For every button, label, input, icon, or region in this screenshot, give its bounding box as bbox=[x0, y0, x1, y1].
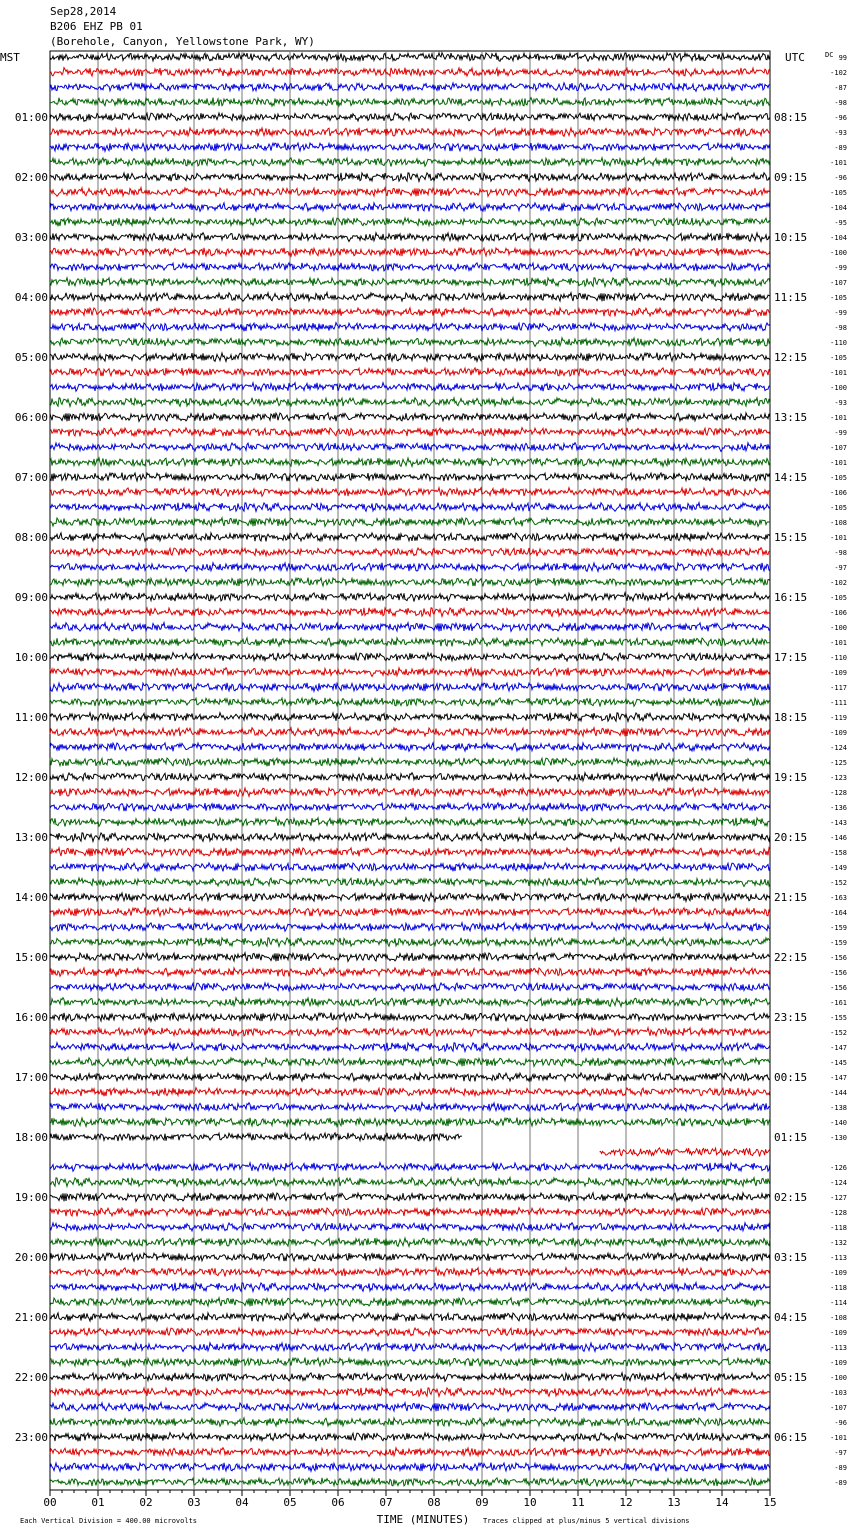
dc-offset-value: -108 bbox=[830, 519, 847, 527]
seismic-trace bbox=[50, 893, 770, 902]
dc-offset-value: -96 bbox=[834, 114, 847, 122]
dc-offset-value: -114 bbox=[830, 1299, 847, 1307]
seismic-trace bbox=[50, 1238, 770, 1247]
dc-offset-value: -105 bbox=[830, 294, 847, 302]
seismic-trace bbox=[50, 398, 770, 407]
dc-offset-value: -104 bbox=[830, 234, 847, 242]
right-hour-label: 04:15 bbox=[774, 1311, 808, 1324]
seismic-trace bbox=[50, 1058, 770, 1067]
seismic-trace bbox=[50, 1223, 770, 1232]
dc-offset-value: -145 bbox=[830, 1059, 847, 1067]
seismic-trace bbox=[50, 53, 770, 62]
dc-offset-value: -93 bbox=[834, 129, 847, 137]
right-hour-label: 17:15 bbox=[774, 651, 808, 664]
dc-offset-value: -111 bbox=[830, 699, 847, 707]
dc-offset-value: -100 bbox=[830, 384, 847, 392]
dc-offset-value: -99 bbox=[834, 429, 847, 437]
seismic-trace bbox=[50, 1208, 770, 1217]
dc-offset-value: -156 bbox=[830, 969, 847, 977]
dc-offset-value: -101 bbox=[830, 414, 847, 422]
left-hour-label: 05:00 bbox=[14, 351, 48, 364]
seismic-trace bbox=[50, 653, 770, 662]
seismic-trace bbox=[50, 1403, 770, 1412]
clipping-note: Traces clipped at plus/minus 5 vertical divisions bbox=[483, 1517, 690, 1525]
left-hour-label: 23:00 bbox=[14, 1431, 48, 1444]
seismic-trace bbox=[50, 1358, 770, 1367]
dc-offset-value: -124 bbox=[830, 744, 847, 752]
dc-offset-value: -101 bbox=[830, 534, 847, 542]
dc-offset-value: -105 bbox=[830, 504, 847, 512]
left-hour-label: 16:00 bbox=[14, 1011, 48, 1024]
left-hour-label: 20:00 bbox=[14, 1251, 48, 1264]
dc-offset-value: -101 bbox=[830, 639, 847, 647]
left-hour-label: 02:00 bbox=[14, 171, 48, 184]
seismic-trace bbox=[50, 818, 770, 827]
seismic-trace bbox=[600, 1148, 770, 1157]
seismic-trace bbox=[50, 1073, 770, 1082]
seismic-trace bbox=[50, 338, 770, 347]
dc-offset-value: -125 bbox=[830, 759, 847, 767]
dc-offset-value: -87 bbox=[834, 84, 847, 92]
right-hour-label: 23:15 bbox=[774, 1011, 808, 1024]
dc-offset-value: -106 bbox=[830, 489, 847, 497]
seismic-trace bbox=[50, 98, 770, 107]
dc-offset-value: -109 bbox=[830, 669, 847, 677]
left-hour-label: 21:00 bbox=[14, 1311, 48, 1324]
seismic-trace bbox=[50, 878, 770, 887]
dc-offset-value: -108 bbox=[830, 1314, 847, 1322]
dc-offset-value: -130 bbox=[830, 1134, 847, 1142]
left-hour-label: 11:00 bbox=[14, 711, 48, 724]
seismic-trace bbox=[50, 353, 770, 362]
seismic-trace bbox=[50, 998, 770, 1007]
seismic-trace bbox=[50, 1433, 770, 1442]
dc-offset-value: -101 bbox=[830, 459, 847, 467]
dc-offset-value: -138 bbox=[830, 1104, 847, 1112]
dc-offset-value: -127 bbox=[830, 1194, 847, 1202]
dc-offset-value: -100 bbox=[830, 1374, 847, 1382]
dc-offset-value: -110 bbox=[830, 654, 847, 662]
dc-offset-value: 99 bbox=[838, 54, 847, 62]
seismic-trace bbox=[50, 503, 770, 512]
x-tick-label: 04 bbox=[235, 1496, 249, 1509]
seismic-trace bbox=[50, 188, 770, 197]
x-tick-label: 10 bbox=[523, 1496, 537, 1509]
seismic-trace bbox=[50, 488, 770, 497]
seismic-trace bbox=[50, 923, 770, 932]
right-hour-label: 22:15 bbox=[774, 951, 808, 964]
dc-offset-value: -104 bbox=[830, 204, 847, 212]
right-hour-label: 16:15 bbox=[774, 591, 808, 604]
seismic-trace bbox=[50, 308, 770, 317]
dc-offset-value: -118 bbox=[830, 1284, 847, 1292]
right-hour-label: 08:15 bbox=[774, 111, 808, 124]
dc-offset-value: -96 bbox=[834, 1419, 847, 1427]
seismic-trace bbox=[50, 173, 770, 182]
dc-offset-value: -97 bbox=[834, 1449, 847, 1457]
dc-offset-value: -136 bbox=[830, 804, 847, 812]
dc-offset-value: -152 bbox=[830, 1029, 847, 1037]
left-hour-label: 13:00 bbox=[14, 831, 48, 844]
dc-offset-value: -101 bbox=[830, 369, 847, 377]
x-tick-label: 14 bbox=[715, 1496, 729, 1509]
right-hour-label: 10:15 bbox=[774, 231, 808, 244]
seismic-trace bbox=[50, 458, 770, 467]
dc-offset-value: -159 bbox=[830, 924, 847, 932]
dc-offset-value: -100 bbox=[830, 249, 847, 257]
dc-offset-value: -109 bbox=[830, 1269, 847, 1277]
seismic-trace bbox=[50, 1163, 770, 1172]
x-tick-label: 09 bbox=[475, 1496, 489, 1509]
seismic-trace bbox=[50, 773, 770, 782]
x-tick-label: 06 bbox=[331, 1496, 345, 1509]
seismic-trace bbox=[50, 68, 770, 77]
seismic-trace bbox=[50, 473, 770, 482]
dc-offset-value: -95 bbox=[834, 219, 847, 227]
seismic-trace bbox=[50, 848, 770, 857]
dc-offset-value: -118 bbox=[830, 1224, 847, 1232]
dc-offset-value: -164 bbox=[830, 909, 847, 917]
right-hour-label: 21:15 bbox=[774, 891, 808, 904]
dc-offset-value: -147 bbox=[830, 1074, 847, 1082]
left-hour-label: 08:00 bbox=[14, 531, 48, 544]
dc-offset-value: -98 bbox=[834, 324, 847, 332]
dc-offset-value: -143 bbox=[830, 819, 847, 827]
dc-offset-value: -110 bbox=[830, 339, 847, 347]
seismic-trace bbox=[50, 983, 770, 991]
dc-offset-value: -98 bbox=[834, 99, 847, 107]
seismic-trace bbox=[50, 128, 770, 137]
dc-offset-value: -113 bbox=[830, 1254, 847, 1262]
seismic-trace bbox=[50, 1373, 770, 1382]
left-hour-label: 14:00 bbox=[14, 891, 48, 904]
seismic-trace bbox=[50, 728, 770, 737]
seismic-trace bbox=[50, 1268, 770, 1277]
seismic-trace bbox=[50, 638, 770, 647]
seismic-trace bbox=[50, 1388, 770, 1397]
dc-offset-value: -96 bbox=[834, 174, 847, 182]
right-hour-label: 15:15 bbox=[774, 531, 808, 544]
seismic-trace bbox=[50, 1178, 770, 1187]
dc-offset-value: -113 bbox=[830, 1344, 847, 1352]
seismic-trace bbox=[50, 203, 770, 212]
dc-label: DC bbox=[825, 51, 834, 59]
dc-offset-value: -163 bbox=[830, 894, 847, 902]
seismic-trace bbox=[50, 278, 770, 287]
left-hour-label: 09:00 bbox=[14, 591, 48, 604]
dc-offset-value: -106 bbox=[830, 609, 847, 617]
right-hour-label: 19:15 bbox=[774, 771, 808, 784]
right-hour-label: 00:15 bbox=[774, 1071, 808, 1084]
dc-offset-value: -132 bbox=[830, 1239, 847, 1247]
dc-offset-value: -103 bbox=[830, 1389, 847, 1397]
dc-offset-value: -99 bbox=[834, 264, 847, 272]
seismic-trace bbox=[50, 1463, 770, 1472]
seismic-trace bbox=[50, 1133, 462, 1141]
dc-offset-value: -105 bbox=[830, 594, 847, 602]
seismic-trace bbox=[50, 668, 770, 677]
seismic-trace bbox=[50, 518, 770, 527]
dc-offset-value: -109 bbox=[830, 1359, 847, 1367]
seismic-trace bbox=[50, 143, 770, 152]
seismic-trace bbox=[50, 1028, 770, 1037]
dc-offset-value: -107 bbox=[830, 279, 847, 287]
seismic-trace bbox=[50, 548, 770, 556]
x-tick-label: 05 bbox=[283, 1496, 297, 1509]
seismic-trace bbox=[50, 368, 770, 377]
seismic-trace bbox=[50, 443, 770, 452]
dc-offset-value: -102 bbox=[830, 69, 847, 77]
seismic-trace bbox=[50, 113, 770, 122]
right-hour-label: 11:15 bbox=[774, 291, 808, 304]
dc-offset-value: -109 bbox=[830, 1329, 847, 1337]
right-hour-label: 01:15 bbox=[774, 1131, 808, 1144]
seismic-trace bbox=[50, 608, 770, 617]
dc-offset-value: -117 bbox=[830, 684, 847, 692]
seismic-trace bbox=[50, 713, 770, 722]
seismic-trace bbox=[50, 593, 770, 602]
seismic-trace bbox=[50, 428, 770, 437]
dc-offset-value: -155 bbox=[830, 1014, 847, 1022]
seismic-trace bbox=[50, 83, 770, 92]
seismic-trace bbox=[50, 293, 770, 302]
right-hour-label: 09:15 bbox=[774, 171, 808, 184]
seismic-trace bbox=[50, 1118, 770, 1127]
left-hour-label: 10:00 bbox=[14, 651, 48, 664]
left-hour-label: 12:00 bbox=[14, 771, 48, 784]
left-timezone-label: MST bbox=[0, 51, 20, 64]
left-hour-label: 19:00 bbox=[14, 1191, 48, 1204]
seismic-trace bbox=[50, 788, 770, 797]
dc-offset-value: -101 bbox=[830, 1434, 847, 1442]
seismic-trace bbox=[50, 863, 770, 872]
right-hour-label: 14:15 bbox=[774, 471, 808, 484]
left-hour-label: 01:00 bbox=[14, 111, 48, 124]
dc-offset-value: -149 bbox=[830, 864, 847, 872]
seismic-trace bbox=[50, 413, 770, 421]
dc-offset-value: -105 bbox=[830, 189, 847, 197]
dc-offset-value: -126 bbox=[830, 1164, 847, 1172]
vertical-division-note: Each Vertical Division = 400.00 microvolts bbox=[20, 1517, 198, 1525]
dc-offset-value: -156 bbox=[830, 984, 847, 992]
seismic-trace bbox=[50, 1298, 770, 1307]
dc-offset-value: -98 bbox=[834, 549, 847, 557]
left-hour-label: 04:00 bbox=[14, 291, 48, 304]
seismic-trace bbox=[50, 1478, 770, 1487]
seismic-trace bbox=[50, 158, 770, 167]
seismic-trace bbox=[50, 1043, 770, 1052]
seismic-trace bbox=[50, 758, 770, 767]
dc-offset-value: -140 bbox=[830, 1119, 847, 1127]
dc-offset-value: -158 bbox=[830, 849, 847, 857]
dc-offset-value: -100 bbox=[830, 624, 847, 632]
seismic-trace bbox=[50, 743, 770, 752]
seismic-trace bbox=[50, 248, 770, 257]
dc-offset-value: -128 bbox=[830, 1209, 847, 1217]
left-hour-label: 15:00 bbox=[14, 951, 48, 964]
seismic-trace bbox=[50, 1013, 770, 1022]
seismic-trace bbox=[50, 623, 770, 632]
seismic-trace bbox=[50, 1418, 770, 1427]
dc-offset-value: -123 bbox=[830, 774, 847, 782]
seismic-trace bbox=[50, 698, 770, 707]
dc-offset-value: -109 bbox=[830, 729, 847, 737]
dc-offset-value: -99 bbox=[834, 309, 847, 317]
seismic-trace bbox=[50, 218, 770, 227]
x-tick-label: 03 bbox=[187, 1496, 201, 1509]
right-hour-label: 05:15 bbox=[774, 1371, 808, 1384]
seismic-trace bbox=[50, 1253, 770, 1262]
dc-offset-value: -107 bbox=[830, 444, 847, 452]
x-tick-label: 07 bbox=[379, 1496, 393, 1509]
seismic-trace bbox=[50, 938, 770, 947]
right-timezone-label: UTC bbox=[785, 51, 805, 64]
right-hour-label: 02:15 bbox=[774, 1191, 808, 1204]
dc-offset-value: -89 bbox=[834, 144, 847, 152]
dc-offset-value: -89 bbox=[834, 1464, 847, 1472]
left-hour-label: 03:00 bbox=[14, 231, 48, 244]
right-hour-label: 06:15 bbox=[774, 1431, 808, 1444]
right-hour-label: 12:15 bbox=[774, 351, 808, 364]
seismic-trace bbox=[50, 578, 770, 587]
seismic-trace bbox=[50, 563, 770, 572]
x-tick-label: 08 bbox=[427, 1496, 441, 1509]
plot-date: Sep28,2014 bbox=[50, 5, 117, 18]
seismic-trace bbox=[50, 233, 770, 242]
right-hour-label: 18:15 bbox=[774, 711, 808, 724]
x-tick-label: 11 bbox=[571, 1496, 585, 1509]
seismic-trace bbox=[50, 953, 770, 962]
x-tick-label: 01 bbox=[91, 1496, 105, 1509]
dc-offset-value: -159 bbox=[830, 939, 847, 947]
seismic-trace bbox=[50, 908, 770, 917]
seismic-trace bbox=[50, 1448, 770, 1457]
seismic-trace bbox=[50, 1088, 770, 1097]
seismic-trace bbox=[50, 1313, 770, 1322]
dc-offset-value: -105 bbox=[830, 354, 847, 362]
seismic-trace bbox=[50, 1193, 770, 1201]
seismic-trace bbox=[50, 683, 770, 692]
x-tick-label: 02 bbox=[139, 1496, 153, 1509]
dc-offset-value: -146 bbox=[830, 834, 847, 842]
dc-offset-value: -161 bbox=[830, 999, 847, 1007]
left-hour-label: 18:00 bbox=[14, 1131, 48, 1144]
seismic-trace bbox=[50, 1328, 770, 1336]
left-hour-label: 06:00 bbox=[14, 411, 48, 424]
seismic-trace bbox=[50, 383, 770, 392]
dc-offset-value: -156 bbox=[830, 954, 847, 962]
dc-offset-value: -152 bbox=[830, 879, 847, 887]
left-hour-label: 07:00 bbox=[14, 471, 48, 484]
seismic-trace bbox=[50, 803, 770, 811]
dc-offset-value: -119 bbox=[830, 714, 847, 722]
dc-offset-value: -128 bbox=[830, 789, 847, 797]
x-tick-label: 13 bbox=[667, 1496, 681, 1509]
seismic-trace bbox=[50, 968, 770, 977]
x-tick-label: 12 bbox=[619, 1496, 633, 1509]
right-hour-label: 03:15 bbox=[774, 1251, 808, 1264]
seismic-trace bbox=[50, 1283, 770, 1292]
x-tick-label: 00 bbox=[43, 1496, 57, 1509]
seismic-trace bbox=[50, 833, 770, 842]
right-hour-label: 20:15 bbox=[774, 831, 808, 844]
x-axis-label: TIME (MINUTES) bbox=[376, 1513, 470, 1526]
dc-offset-value: -93 bbox=[834, 399, 847, 407]
seismic-trace bbox=[50, 533, 770, 542]
seismic-trace bbox=[50, 323, 770, 332]
dc-offset-value: -97 bbox=[834, 564, 847, 572]
seismic-trace bbox=[50, 1103, 770, 1112]
dc-offset-value: -124 bbox=[830, 1179, 847, 1187]
dc-offset-value: -89 bbox=[834, 1479, 847, 1487]
dc-offset-value: -102 bbox=[830, 579, 847, 587]
x-tick-label: 15 bbox=[763, 1496, 777, 1509]
dc-offset-value: -147 bbox=[830, 1044, 847, 1052]
dc-offset-value: -144 bbox=[830, 1089, 847, 1097]
dc-offset-value: -101 bbox=[830, 159, 847, 167]
seismic-trace bbox=[50, 263, 770, 272]
seismic-trace bbox=[50, 1343, 770, 1352]
station-id: B206 EHZ PB 01 bbox=[50, 20, 143, 33]
dc-offset-value: -105 bbox=[830, 474, 847, 482]
right-hour-label: 13:15 bbox=[774, 411, 808, 424]
left-hour-label: 22:00 bbox=[14, 1371, 48, 1384]
dc-offset-value: -107 bbox=[830, 1404, 847, 1412]
left-hour-label: 17:00 bbox=[14, 1071, 48, 1084]
station-location: (Borehole, Canyon, Yellowstone Park, WY) bbox=[50, 35, 315, 48]
